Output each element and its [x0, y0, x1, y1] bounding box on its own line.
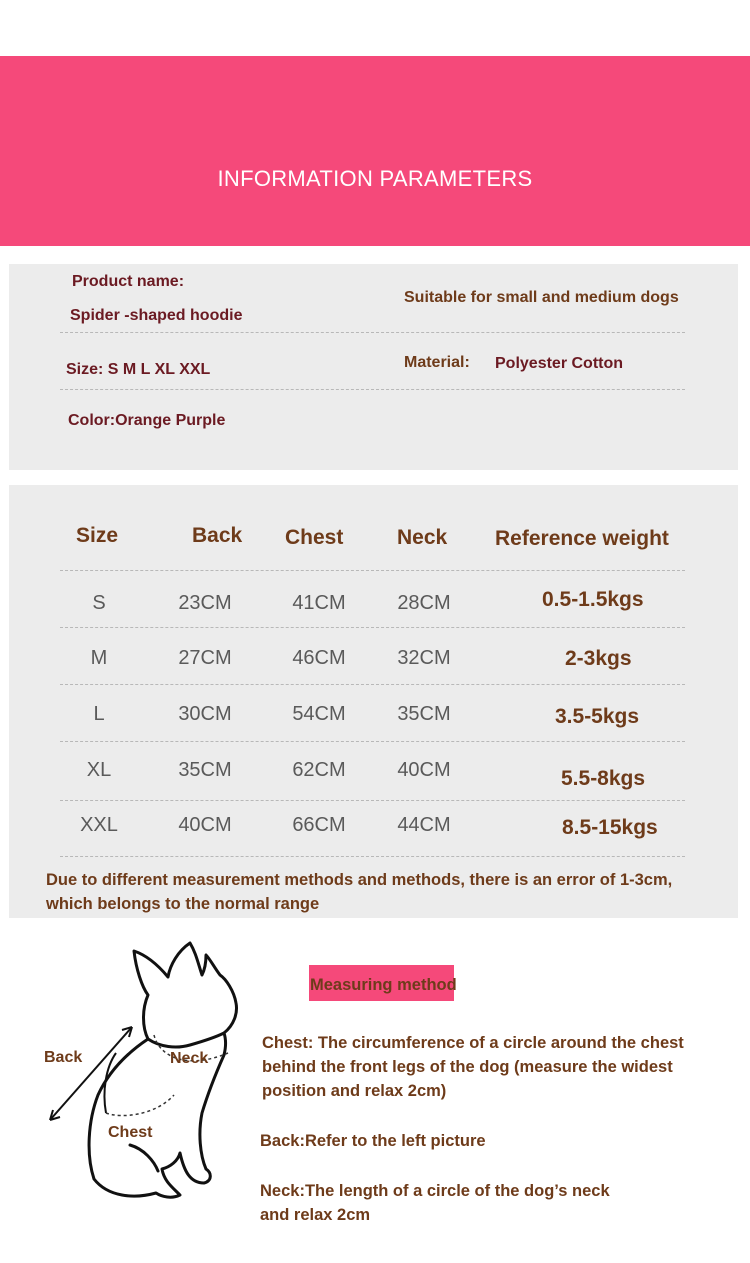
table-cell-neck: 44CM [397, 814, 451, 836]
diagram-label-back: Back [44, 1049, 83, 1066]
suitable-text: Suitable for small and medium dogs [404, 289, 679, 306]
divider [60, 800, 685, 801]
measurement-note-line1: Due to different measurement methods and methods, there is an error of 1-3cm, [46, 871, 673, 889]
material-value: Polyester Cotton [495, 355, 624, 372]
table-cell-neck: 40CM [397, 759, 451, 781]
neck-description-line1: Neck:The length of a circle of the dog’s neck [260, 1182, 610, 1200]
table-cell-neck: 35CM [397, 703, 451, 725]
back-description: Back:Refer to the left picture [260, 1132, 486, 1150]
divider [60, 570, 685, 571]
divider [60, 684, 685, 685]
header-size: Size [76, 524, 119, 547]
table-cell-size: L [93, 703, 105, 725]
table-cell-weight: 5.5-8kgs [561, 767, 646, 790]
divider [60, 332, 685, 333]
table-cell-weight: 0.5-1.5kgs [542, 588, 644, 611]
chest-description-line3: position and relax 2cm) [262, 1082, 447, 1100]
table-cell-weight: 2-3kgs [565, 647, 632, 670]
table-cell-size: M [90, 647, 108, 669]
header-back: Back [192, 524, 243, 547]
table-cell-neck: 32CM [397, 647, 451, 669]
product-name-value: Spider -shaped hoodie [70, 307, 243, 324]
divider [60, 389, 685, 390]
neck-description-line2: and relax 2cm [260, 1206, 371, 1224]
diagram-label-chest: Chest [108, 1124, 153, 1141]
table-cell-size: XXL [80, 814, 118, 836]
table-cell-back: 40CM [178, 814, 232, 836]
header-reference-weight: Reference weight [495, 527, 669, 550]
color-text: Color:Orange Purple [68, 412, 226, 429]
dog-outline-icon [30, 935, 260, 1215]
size-text: Size: S M L XL XXL [66, 361, 211, 378]
table-cell-chest: 46CM [292, 647, 346, 669]
diagram-label-neck: Neck [170, 1050, 209, 1067]
table-cell-weight: 3.5-5kgs [555, 705, 640, 728]
chest-description-line1: Chest: The circumference of a circle around the chest [262, 1034, 684, 1052]
table-cell-chest: 54CM [292, 703, 346, 725]
divider [60, 856, 685, 857]
header-chest: Chest [285, 526, 344, 549]
table-cell-chest: 66CM [292, 814, 346, 836]
table-cell-size: S [92, 592, 106, 614]
table-cell-back: 27CM [178, 647, 232, 669]
banner-title: INFORMATION PARAMETERS [217, 166, 533, 191]
measurement-note-line2: which belongs to the normal range [46, 895, 320, 913]
table-cell-back: 30CM [178, 703, 232, 725]
table-cell-size: XL [86, 759, 112, 781]
product-name-label: Product name: [72, 273, 185, 290]
header-neck: Neck [397, 526, 448, 549]
table-cell-chest: 62CM [292, 759, 346, 781]
measuring-method-title: Measuring method [310, 976, 457, 994]
table-cell-back: 23CM [178, 592, 232, 614]
table-cell-chest: 41CM [292, 592, 346, 614]
table-cell-back: 35CM [178, 759, 232, 781]
chest-description-line2: behind the front legs of the dog (measure the widest [262, 1058, 673, 1076]
table-cell-weight: 8.5-15kgs [562, 816, 658, 839]
header-banner [0, 56, 750, 246]
divider [60, 741, 685, 742]
divider [60, 627, 685, 628]
table-cell-neck: 28CM [397, 592, 451, 614]
material-label: Material: [404, 354, 470, 371]
